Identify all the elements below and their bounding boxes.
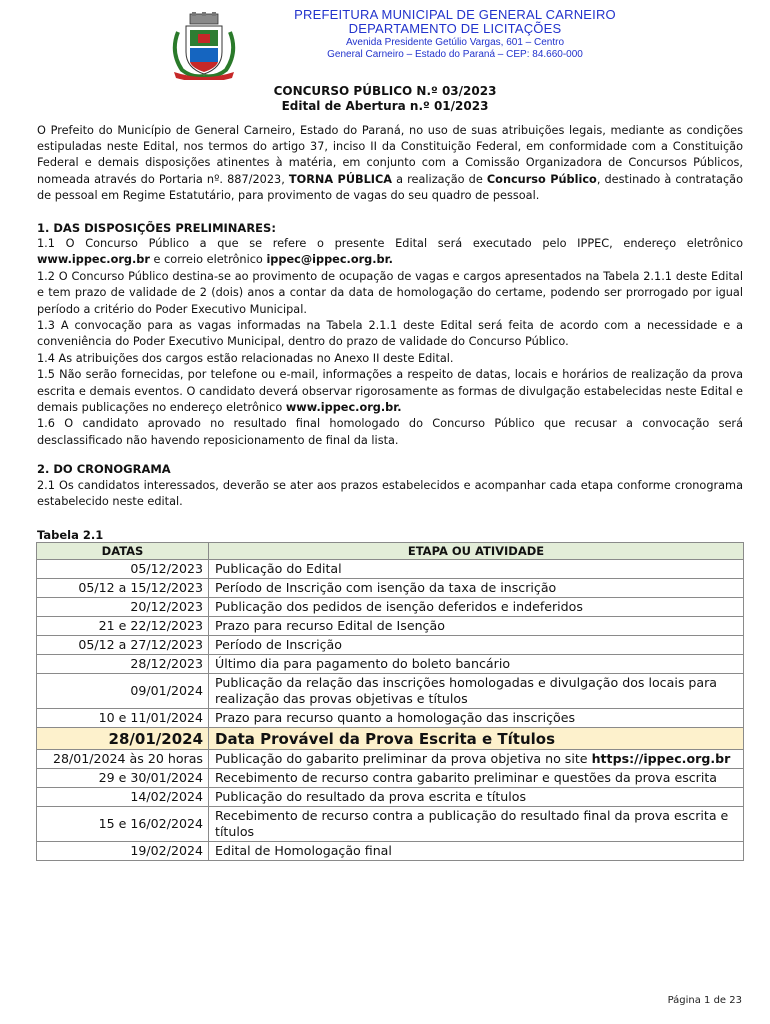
item-1-4: 1.4 As atribuições dos cargos estão relacionadas no Anexo II deste Edital. bbox=[37, 351, 454, 365]
schedule-table bbox=[36, 542, 744, 861]
table-row bbox=[37, 750, 744, 769]
row-stage: Período de Inscrição bbox=[209, 636, 744, 655]
row-stage: Publicação do Edital bbox=[209, 560, 744, 579]
item-1-3: 1.3 A convocação para as vagas informadas na Tabela 2.1.1 deste Edital será feita de acordo com a necessidade e a conveniência do Poder Executivo Municipal, dentro do prazo de validade do Concurso Público. bbox=[37, 319, 743, 349]
row-stage: Publicação do resultado da prova escrita e títulos bbox=[209, 788, 744, 807]
row-date: 05/12 a 27/12/2023 bbox=[37, 636, 209, 655]
item-1-6: 1.6 O candidato aprovado no resultado final homologado do Concurso Público que recusar a convocação será desclassificado não havendo reposicionamento de final da lista. bbox=[37, 417, 743, 447]
row-stage: Publicação dos pedidos de isenção deferidos e indeferidos bbox=[209, 598, 744, 617]
document-title: CONCURSO PÚBLICO N.º 03/2023 bbox=[273, 84, 497, 98]
item-1-2: 1.2 O Concurso Público destina-se ao provimento de ocupação de vagas e cargos apresentados na Tabela 2.1.1 deste Edital e tem prazo de validade de 2 (dois) anos a contar da data de homologação do certame, podendo ser prorrogado por igual período a critério do Poder Executivo Municipal. bbox=[37, 269, 743, 316]
letterhead-text bbox=[250, 8, 660, 61]
table-row bbox=[37, 598, 744, 617]
row-date: 28/01/2024 às 20 horas bbox=[37, 750, 209, 769]
row-stage: Prazo para recurso Edital de Isenção bbox=[209, 617, 744, 636]
municipal-crest-icon bbox=[168, 12, 240, 80]
item-1-5-text: 1.5 Não serão fornecidas, por telefone ou e-mail, informações a respeito de datas, locais e horários de realização da prova escrita e demais eventos. O candidato deverá observar rigorosamente as formas de divulgação estabelecidas neste Edital e demais publicações no endereço eletrônico bbox=[37, 368, 743, 415]
table-row bbox=[37, 636, 744, 655]
row-date: 15 e 16/02/2024 bbox=[37, 807, 209, 842]
table-row bbox=[37, 579, 744, 598]
intro-bold-2: Concurso Público bbox=[486, 172, 597, 186]
item-1-1-text: 1.1 O Concurso Público a que se refere o presente Edital será executado pelo IPPEC, endereço eletrônico bbox=[37, 237, 743, 250]
intro-text-3: , destinado à contratação de pessoal em Regime Estatutário, para provimento de vagas do seu quadro de pessoal. bbox=[37, 172, 744, 202]
item-2-1: 2.1 Os candidatos interessados, deverão se ater aos prazos estabelecidos e acompanhar cada etapa conforme cronograma estabelecido neste edital. bbox=[37, 479, 743, 509]
exam-date: 28/01/2024 bbox=[37, 728, 209, 750]
table-row bbox=[37, 807, 744, 842]
section-2-heading: 2. DO CRONOGRAMA bbox=[37, 462, 171, 476]
department-name: DEPARTAMENTO DE LICITAÇÕES bbox=[348, 21, 562, 36]
table-row bbox=[37, 674, 744, 709]
column-header-dates: DATAS bbox=[37, 543, 209, 560]
row-stage: Publicação da relação das inscrições homologadas e divulgação dos locais para realização das provas objetivas e títulos bbox=[209, 674, 744, 709]
table-caption: Tabela 2.1 bbox=[37, 528, 104, 542]
city-line: General Carneiro – Estado do Paraná – CEP: 84.660-000 bbox=[327, 49, 583, 60]
table-row bbox=[37, 842, 744, 861]
table-row bbox=[37, 560, 744, 579]
intro-text-2: a realização de bbox=[392, 172, 487, 186]
letterhead bbox=[0, 0, 770, 80]
highlighted-exam-row bbox=[37, 728, 744, 750]
website-link-2[interactable]: www.ippec.org.br. bbox=[285, 401, 402, 415]
row-date: 09/01/2024 bbox=[37, 674, 209, 709]
table-row bbox=[37, 769, 744, 788]
row-date: 14/02/2024 bbox=[37, 788, 209, 807]
row-stage: Último dia para pagamento do boleto bancário bbox=[209, 655, 744, 674]
row-stage: Recebimento de recurso contra gabarito preliminar e questões da prova escrita bbox=[209, 769, 744, 788]
table-row bbox=[37, 788, 744, 807]
section-1-heading: 1. DAS DISPOSIÇÕES PRELIMINARES: bbox=[37, 221, 276, 235]
intro-bold-1: TORNA PÚBLICA bbox=[288, 172, 393, 186]
row-date: 29 e 30/01/2024 bbox=[37, 769, 209, 788]
email-link[interactable]: ippec@ippec.org.br. bbox=[266, 253, 393, 267]
table-row bbox=[37, 655, 744, 674]
item-1-5 bbox=[37, 367, 743, 416]
item-1-1-text-b: e correio eletrônico bbox=[149, 253, 267, 267]
table-header-row bbox=[37, 543, 744, 560]
row-date: 05/12/2023 bbox=[37, 560, 209, 579]
table-row bbox=[37, 709, 744, 728]
page-number: Página 1 de 23 bbox=[667, 995, 742, 1006]
section-1-body bbox=[37, 236, 743, 449]
intro-paragraph bbox=[37, 123, 743, 204]
row-date: 05/12 a 15/12/2023 bbox=[37, 579, 209, 598]
row-date: 19/02/2024 bbox=[37, 842, 209, 861]
site-link[interactable]: https://ippec.org.br bbox=[591, 751, 731, 766]
exam-stage: Data Provável da Prova Escrita e Títulos bbox=[209, 728, 744, 750]
table-row bbox=[37, 617, 744, 636]
row-date: 21 e 22/12/2023 bbox=[37, 617, 209, 636]
row-stage: Prazo para recurso quanto a homologação das inscrições bbox=[209, 709, 744, 728]
intro-text-1: O Prefeito do Município de General Carneiro, Estado do Paraná, no uso de suas atribuições legais, mediante as condições estipuladas neste Edital, nos termos do artigo 37, inciso II da Constituição Federal, em conformidade com a Constituição Federal e demais disposições atinentes à matéria, em conjunto com a Comissão Organizadora de Concursos Públicos, nomeada através do Portaria nº. 887/2023, bbox=[37, 124, 743, 186]
address-line: Avenida Presidente Getúlio Vargas, 601 – Centro bbox=[345, 37, 565, 48]
row-stage-text: Publicação do gabarito preliminar da prova objetiva no site bbox=[215, 751, 592, 766]
row-stage bbox=[209, 750, 744, 769]
row-stage: Recebimento de recurso contra a publicação do resultado final da prova escrita e títulos bbox=[209, 807, 744, 842]
document-subtitle: Edital de Abertura n.º 01/2023 bbox=[281, 99, 489, 113]
row-date: 28/12/2023 bbox=[37, 655, 209, 674]
municipality-name: PREFEITURA MUNICIPAL DE GENERAL CARNEIRO bbox=[294, 7, 616, 22]
row-stage: Edital de Homologação final bbox=[209, 842, 744, 861]
row-stage: Período de Inscrição com isenção da taxa de inscrição bbox=[209, 579, 744, 598]
column-header-stage: ETAPA OU ATIVIDADE bbox=[209, 543, 744, 560]
row-date: 10 e 11/01/2024 bbox=[37, 709, 209, 728]
website-link[interactable]: www.ippec.org.br bbox=[37, 253, 150, 267]
item-1-1 bbox=[37, 236, 743, 269]
row-date: 20/12/2023 bbox=[37, 598, 209, 617]
